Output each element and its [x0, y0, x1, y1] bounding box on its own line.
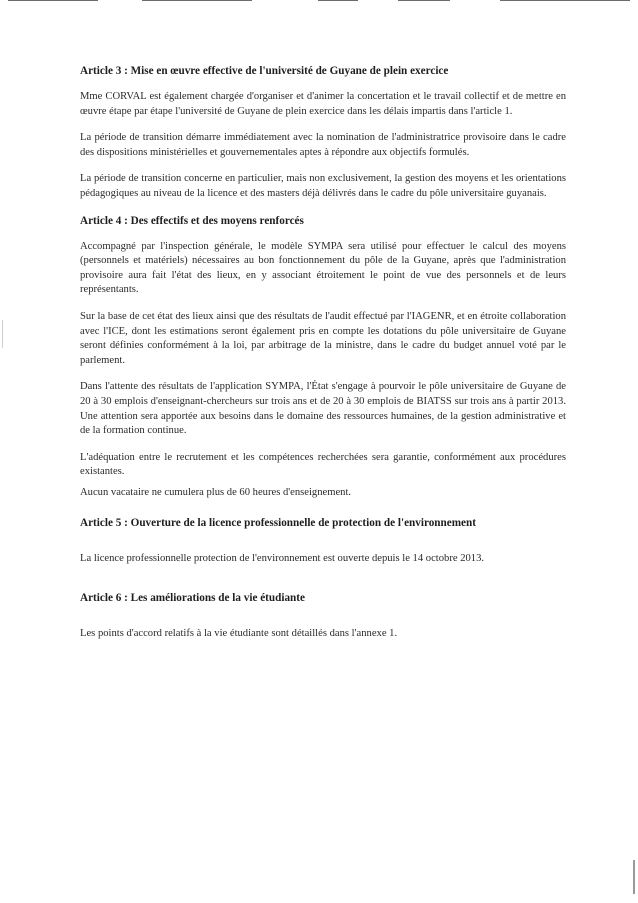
article-5-paragraph-1: La licence professionnelle protection de l'environnement est ouverte depuis le 14 octobre 2013.: [80, 553, 485, 565]
article-5: [80, 516, 566, 567]
article-6: [80, 591, 566, 642]
article-4-paragraph-1: Accompagné par l'inspection générale, le modèle SYMPA sera utilisé pour effectuer le calcul des moyens (personnels et matériels) nécessaires au bon fonctionnement du pôle de la Guyane, après que l'administration provisoire aura fait l'état des lieux, en y associant étroitement le point de vue des personnels et de leurs représentants.: [80, 240, 566, 296]
article-4-paragraph-3: Dans l'attente des résultats de l'application SYMPA, l'État s'engage à pourvoir le pôle universitaire de Guyane de 20 à 30 emplois d'enseignant-chercheurs sur trois ans et de 20 à 30 emplois de BIATSS sur trois ans à partir 2013. Une attention sera apportée aux besoins dans le domaine des ressources humaines, de la gestion administrative et de la formation continue.: [80, 381, 566, 437]
article-4-paragraph-5: Aucun vacataire ne cumulera plus de 60 heures d'enseignement.: [80, 486, 352, 498]
scan-edge-mark: [633, 860, 635, 894]
document-body: [80, 64, 566, 654]
scan-artifact-line: [318, 0, 358, 1]
spacer: [80, 579, 566, 591]
article-6-paragraph-1: Les points d'accord relatifs à la vie étudiante sont détaillés dans l'annexe 1.: [80, 628, 398, 640]
scan-artifact-line: [142, 0, 252, 1]
article-5-heading: Article 5 : Ouverture de la licence professionnelle de protection de l'environnement: [80, 517, 476, 530]
article-4-paragraph-4: L'adéquation entre le recrutement et les compétences recherchées sera garantie, conformément aux procédures existantes.: [80, 451, 566, 478]
scan-artifact-line: [8, 0, 98, 1]
article-3-paragraph-1: Mme CORVAL est également chargée d'organiser et d'animer la concertation et le travail collectif et de mettre en œuvre étape par étape l'université de Guyane de plein exercice dans les délais impartis dans l'article 1.: [80, 91, 566, 117]
article-4-paragraph-2: Sur la base de cet état des lieux ainsi que des résultats de l'audit effectué par l'IAGENR, et en étroite collaboration avec l'ICE, dont les estimations seront également pris en compte les dotations du pôle universitaire de Guyane seront définies conformément à la loi, par arbitrage de la ministre, dans le cadre du budget annuel voté par le parlement.: [80, 310, 566, 366]
scan-margin-mark: [2, 320, 3, 348]
scan-artifact-line: [398, 0, 450, 1]
article-4-heading: Article 4 : Des effectifs et des moyens renforcés: [80, 214, 304, 227]
article-6-heading: Article 6 : Les améliorations de la vie étudiante: [80, 592, 305, 605]
article-4: [80, 214, 566, 501]
article-3-heading: Article 3 : Mise en œuvre effective de l'université de Guyane de plein exercice: [80, 65, 449, 77]
article-3-paragraph-2: La période de transition démarre immédiatement avec la nomination de l'administratrice provisoire dans le cadre des dispositions ministérielles et gouvernementales aptes à répondre aux objectifs formulés.: [80, 132, 566, 158]
article-3-paragraph-3: La période de transition concerne en particulier, mais non exclusivement, la gestion des moyens et les orientations pédagogiques au niveau de la licence et des masters déjà délivrés dans le cadre du pôle universitaire guyanais.: [80, 173, 566, 199]
scan-artifact-line: [500, 0, 630, 1]
article-3: [80, 64, 566, 202]
